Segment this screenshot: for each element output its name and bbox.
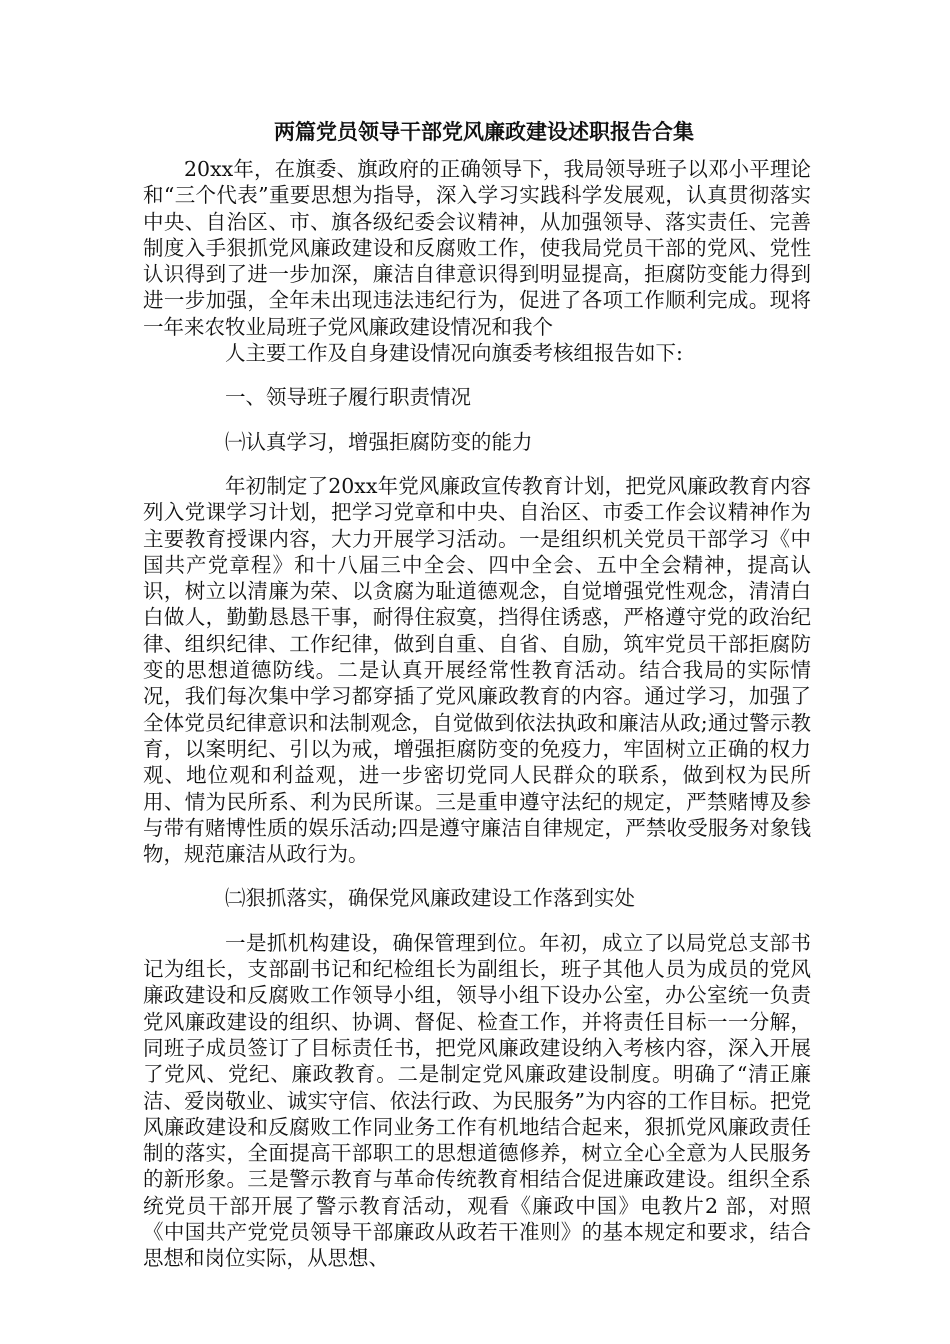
- subsection-heading-2: ㈡狠抓落实，确保党风廉政建设工作落到实处: [225, 886, 635, 911]
- intro-paragraph: 20xx年，在旗委、旗政府的正确领导下，我局领导班子以邓小平理论和“三个代表”重要思想为指导，深入学习实践科学发展观，认真贯彻落实中央、自治区、市、旗各级纪委会议精神，从加强领导、落实责任、完善制度入手狠抓党风廉政建设和反腐败工作，使我局党员干部的党风、党性认识得到了进一步加深，廉洁自律意识得到明显提高，拒腐防变能力得到进一步加强，全年未出现违法违纪行为，促进了各项工作顺利完成。现将一年来农牧业局班子党风廉政建设情况和我个: [143, 157, 811, 339]
- subsection-heading-1: ㈠认真学习，增强拒腐防变的能力: [225, 429, 533, 454]
- document-title: 两篇党员领导干部党风廉政建设述职报告合集: [274, 119, 694, 144]
- intro-paragraph-tail: 人主要工作及自身建设情况向旗委考核组报告如下:: [225, 341, 683, 366]
- subsection-body-1: 年初制定了20xx年党风廉政宣传教育计划，把党风廉政教育内容列入党课学习计划，把学习党章和中央、自治区、市委工作会议精神作为主要教育授课内容，大力开展学习活动。一是组织机关党员干部学习《中国共产党章程》和十八届三中全会、四中全会、五中全会精神，提高认识，树立以清廉为荣、以贪腐为耻道德观念，自觉增强党性观念，清清白白做人，勤勤恳恳干事，耐得住寂寞，挡得住诱惑，严格遵守党的政治纪律、组织纪律、工作纪律，做到自重、自省、自励，筑牢党员干部拒腐防变的思想道德防线。二是认真开展经常性教育活动。结合我局的实际情况，我们每次集中学习都穿插了党风廉政教育的内容。通过学习，加强了全体党员纪律意识和法制观念，自觉做到依法执政和廉洁从政;通过警示教育，以案明纪、引以为戒，增强拒腐防变的免疫力，牢固树立正确的权力观、地位观和利益观，进一步密切党同人民群众的联系，做到权为民所用、情为民所系、利为民所谋。三是重申遵守法纪的规定，严禁赌博及参与带有赌博性质的娱乐活动;四是遵守廉洁自律规定，严禁收受服务对象钱物，规范廉洁从政行为。: [143, 473, 811, 867]
- subsection-body-2: 一是抓机构建设，确保管理到位。年初，成立了以局党总支部书记为组长，支部副书记和纪检组长为副组长，班子其他人员为成员的党风廉政建设和反腐败工作领导小组，领导小组下设办公室，办公室统一负责党风廉政建设的组织、协调、督促、检查工作，并将责任目标一一分解，同班子成员签订了目标责任书，把党风廉政建设纳入考核内容，深入开展了党风、党纪、廉政教育。二是制定党风廉政建设制度。明确了“清正廉洁、爱岗敬业、诚实守信、依法行政、为民服务”为内容的工作目标。把党风廉政建设和反腐败工作同业务工作有机地结合起来，狠抓党风廉政责任制的落实，全面提高干部职工的思想道德修养，树立全心全意为人民服务的新形象。三是警示教育与革命传统教育相结合促进廉政建设。组织全系统党员干部开展了警示教育活动，观看《廉政中国》电教片2 部，对照《中国共产党党员领导干部廉政从政若干准则》的基本规定和要求，结合思想和岗位实际，从思想、: [143, 930, 811, 1271]
- section-heading-1: 一、领导班子履行职责情况: [225, 385, 471, 410]
- document-body: [143, 118, 811, 1272]
